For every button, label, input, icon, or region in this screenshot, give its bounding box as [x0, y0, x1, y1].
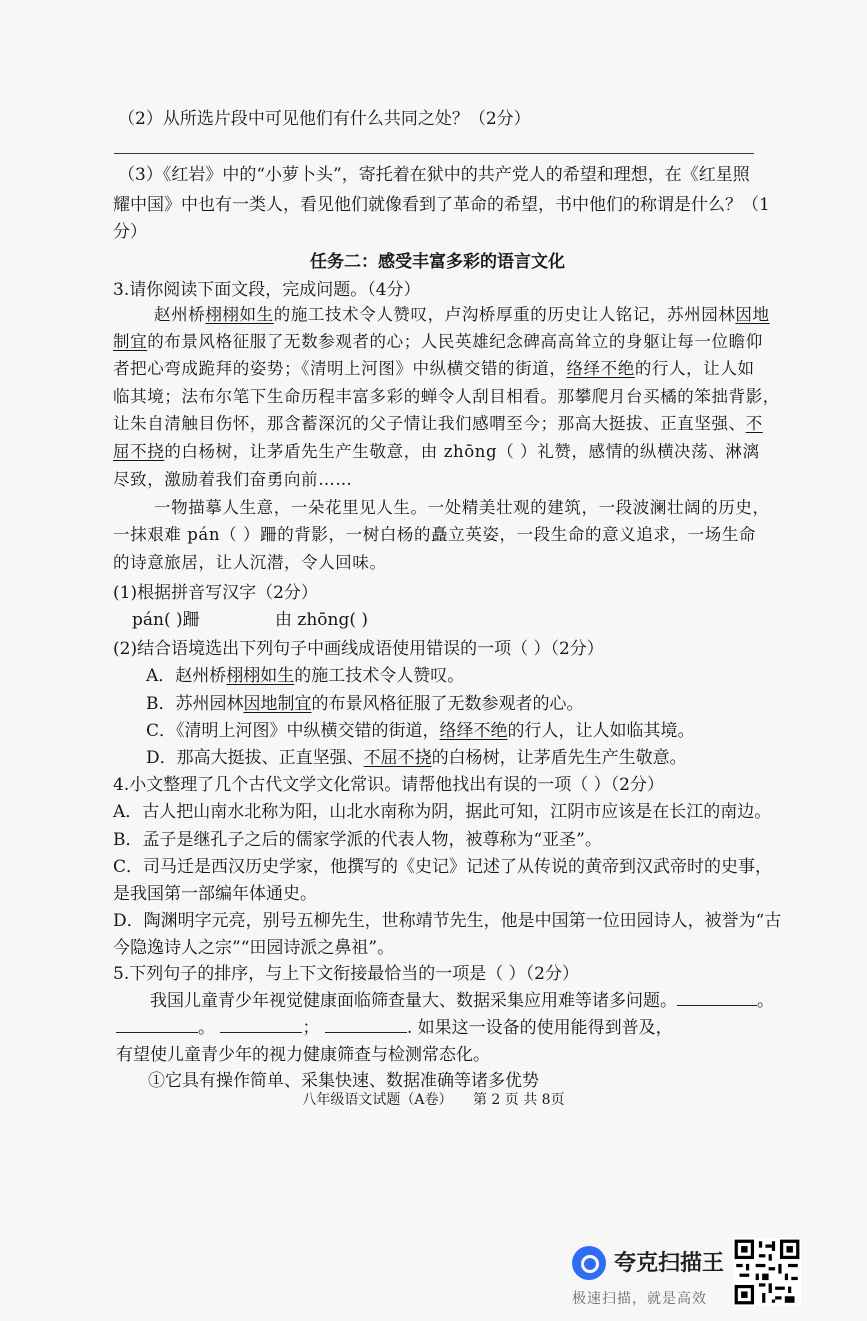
option-c: [146, 716, 695, 741]
question-2-3-line1: （3）《红岩》中的“小萝卜头”，寄托着在狱中的共产党人的希望和理想，在《红星照: [118, 165, 750, 185]
q5-option-1: ①它具有操作简单、采集快速、数据准确等诸多优势: [148, 1071, 539, 1091]
option-text: 的白杨树，让茅盾先生产生敬意。: [431, 748, 687, 768]
underlined-idiom: 因地制宜: [243, 694, 312, 714]
q4-option-d-cont: 今隐逸诗人之宗”“田园诗派之鼻祖”。: [113, 938, 395, 958]
underlined-idiom: 不屈不挠: [363, 748, 432, 768]
passage-line: 一抹艰难 pán（ ）跚的背影，一树白杨的矗立英姿，一段生命的意义追求，一场生命: [113, 525, 757, 544]
q4-option-b: B．孟子是继孔子之后的儒家学派的代表人物，被尊称为“亚圣”。: [113, 830, 602, 850]
question-2-2: （2）从所选片段中可见他们有什么共同之处？（2分）: [118, 109, 531, 129]
question-4-prompt: 4.小文整理了几个古代文学文化常识。请帮他找出有误的一项（ ）（2分）: [113, 775, 664, 795]
option-d: [146, 743, 687, 768]
passage-line: 的诗意旅居，让人沉潜，令人回味。: [113, 553, 387, 572]
sub-question-2: (2)结合语境选出下列句子中画线成语使用错误的一项（ ）（2分）: [113, 639, 604, 659]
passage-text: 的行人，让人如: [634, 359, 755, 378]
passage-line: [154, 301, 770, 325]
option-b: [146, 689, 584, 714]
answer-line: [114, 153, 754, 154]
option-text: C．《清明上河图》中纵横交错的街道，: [146, 721, 440, 741]
option-text: 的行人，让人如临其境。: [507, 721, 695, 741]
q4-option-d: D．陶渊明字元亮，别号五柳先生，世称靖节先生，他是中国第一位田园诗人，被誉为“古: [113, 911, 782, 931]
q5-context-line3: 有望使儿童青少年的视力健康筛查与检测常态化。: [116, 1045, 490, 1065]
passage-line: [113, 438, 760, 462]
passage-text: 的白杨树，让茅盾先生产生敬意，由 zhōng（ ）礼赞，感情的纵横决荡、淋漓: [164, 442, 760, 461]
question-2-3-line3: 分）: [113, 222, 147, 242]
underlined-idiom: 络绎不绝: [439, 721, 508, 741]
fill-blank: [677, 991, 757, 1006]
question-3-prompt: 3.请你阅读下面文段，完成问题。（4分）: [113, 280, 421, 300]
context-text: . 如果这一设备的使用能得到普及，: [406, 1018, 673, 1038]
brand-name: 夸克扫描王: [614, 1251, 725, 1276]
passage-line: [113, 410, 763, 434]
qr-code-icon: [733, 1238, 801, 1306]
task2-heading: 任务二：感受丰富多彩的语言文化: [310, 252, 565, 272]
fill-blank: [116, 1018, 198, 1033]
q5-context-line1: [150, 986, 774, 1011]
brand-slogan: 极速扫描，就是高效: [572, 1291, 707, 1307]
sub-question-1: (1)根据拼音写汉字（2分）: [113, 583, 318, 603]
punct: ；: [302, 1018, 320, 1038]
fill-blank: [220, 1018, 302, 1033]
q5-context-line2: [116, 1013, 673, 1038]
q4-option-c-cont: 是我国第一部编年体通史。: [113, 884, 317, 904]
passage-line: 尽致，激励着我们奋勇向前……: [113, 470, 353, 489]
underlined-idiom: 制宜: [113, 332, 148, 351]
punct: 。: [757, 991, 774, 1011]
exam-title: 八年级语文试题（A卷）: [302, 1092, 453, 1108]
underlined-idiom: 屈不挠: [113, 442, 165, 461]
passage-text: 者把心弯成跪拜的姿势；《清明上河图》中纵横交错的街道，: [113, 359, 567, 378]
question-2-3-line2: 耀中国》中也有一类人，看见他们就像看到了革命的希望，书中他们的称谓是什么？（1: [113, 195, 770, 215]
q4-option-c: C．司马迁是西汉历史学家，他撰写的《史记》记述了从传说的黄帝到汉武帝时的史事，: [113, 857, 773, 877]
underlined-idiom: 络绎不绝: [566, 359, 635, 378]
context-text: 我国儿童青少年视觉健康面临筛查量大、数据采集应用难等诸多问题。: [150, 991, 677, 1011]
question-5-prompt: 5.下列句子的排序，与上下文衔接最恰当的一项是（ ）（2分）: [113, 964, 579, 984]
passage-line: [113, 328, 763, 352]
quark-logo-icon: [572, 1246, 606, 1280]
underlined-idiom: 因地: [735, 305, 770, 324]
scanner-watermark: [572, 1240, 732, 1310]
passage-line: 临其境；法布尔笔下生命历程丰富多彩的蝉令人刮目相看。那攀爬月台买橘的笨拙背影，: [113, 387, 780, 406]
pinyin-blank-zhong: 由 zhōng( ): [275, 610, 369, 630]
pinyin-blank-pan: pán( )跚: [132, 610, 200, 630]
option-text: B．苏州园林: [146, 694, 244, 714]
passage-text: 的施工技术令人赞叹，卢沟桥厚重的历史让人铭记，苏州园林: [273, 305, 736, 324]
option-a: [146, 661, 464, 686]
passage-line: [113, 355, 755, 379]
option-text: 的布景风格征服了无数参观者的心。: [311, 694, 584, 714]
page-footer: [0, 1089, 867, 1109]
underlined-idiom: 栩栩如生: [226, 666, 295, 686]
underlined-idiom: 不: [745, 414, 763, 433]
passage-line: 一物描摹人生意，一朵花里见人生。一处精美壮观的建筑，一段波澜壮阔的历史，: [154, 498, 770, 517]
option-text: A．赵州桥: [146, 666, 227, 686]
option-text: 的施工技术令人赞叹。: [294, 666, 465, 686]
fill-blank: [325, 1018, 407, 1033]
passage-text: 赵州桥: [154, 305, 206, 324]
page-number: 第 2 页 共 8页: [472, 1092, 565, 1108]
underlined-idiom: 栩栩如生: [205, 305, 274, 324]
passage-text: 的布景风格征服了无数参观者的心；人民英雄纪念碑高高耸立的身躯让每一位瞻仰: [147, 332, 763, 351]
punct: 。: [198, 1018, 215, 1038]
option-text: D．那高大挺拔、正直坚强、: [146, 748, 364, 768]
q4-option-a: A．古人把山南水北称为阳，山北水南称为阴，据此可知，江阴市应该是在长江的南边。: [113, 802, 772, 822]
passage-text: 让朱自清触目伤怀，那含蓄深沉的父子情让我们感喟至今；那高大挺拔、正直坚强、: [113, 414, 746, 433]
